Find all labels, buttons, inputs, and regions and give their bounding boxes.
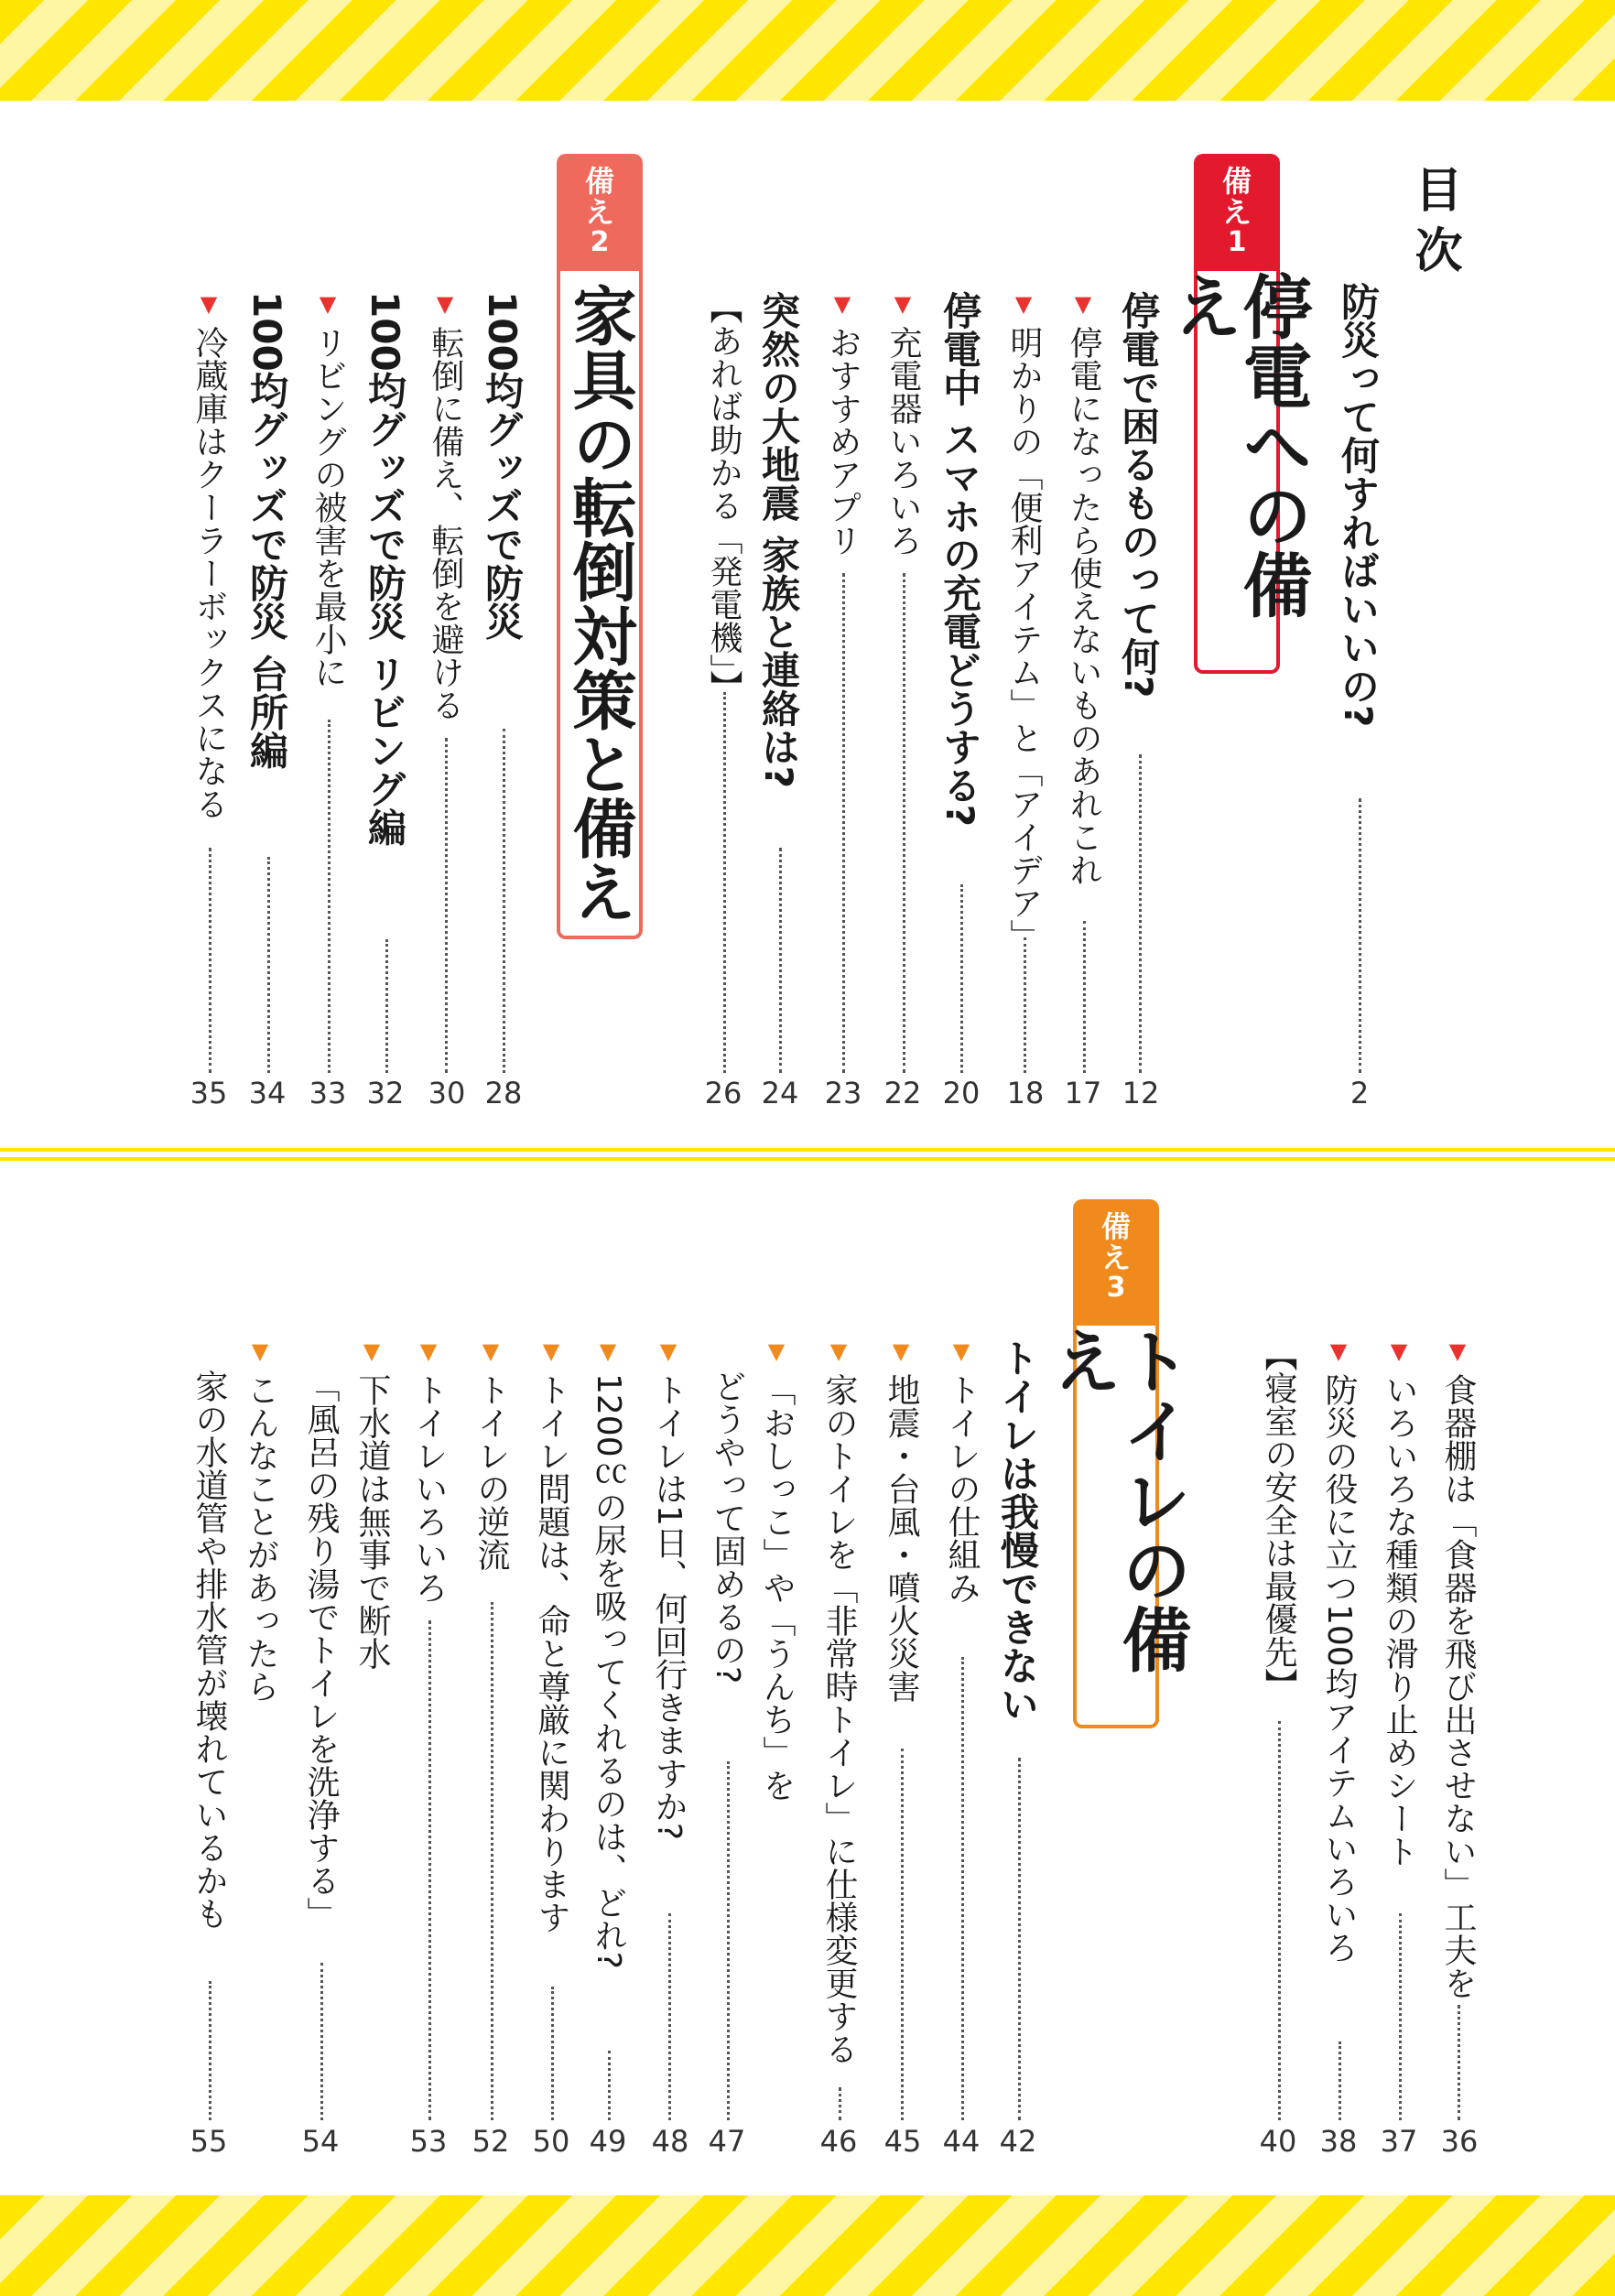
section-title-3: トイレの備え (1073, 1326, 1159, 1728)
toc-entry-continued[interactable]: どうやって固めるの? (709, 1370, 746, 1684)
toc-entry[interactable]: ▼ 停電になったら使えないものあれこれ (1067, 291, 1100, 914)
page-number: 37 (1380, 2124, 1418, 2159)
page-number: 45 (883, 2124, 922, 2159)
toc-entry[interactable]: ▼ トイレの仕組み (945, 1338, 978, 1650)
page-number: 22 (883, 1076, 922, 1110)
toc-entry[interactable]: ▼ 食器棚は「食器を飛び出させない」工夫を (1441, 1338, 1474, 1998)
page-number: 12 (1122, 1076, 1160, 1110)
leader-dots (961, 1657, 964, 2120)
badge-kana: え (1100, 1240, 1131, 1275)
toc-entry[interactable]: ▼ 1200㏄の尿を吸ってくれるのは、どれ? (591, 1338, 624, 2043)
toc-entry[interactable]: 突然の大地震 家族と連絡は? (756, 291, 801, 788)
leader-dots (1018, 1758, 1021, 2120)
page-number: 48 (651, 2124, 689, 2159)
badge-number: 3 (1106, 1272, 1126, 1305)
toc-entry[interactable]: ▼ 転倒に備え、転倒を避ける (428, 291, 461, 731)
toc-entry[interactable]: 100均グッズで防災 台所編 (244, 291, 289, 770)
toc-entry[interactable]: ▼ 充電器いろいろ (886, 291, 919, 566)
toc-entry[interactable]: ▼ 地震・台風・噴火災害 (884, 1338, 917, 1741)
leader-dots (839, 2087, 841, 2120)
leader-dots (503, 729, 505, 1073)
leader-dots (428, 1620, 431, 2120)
page-number: 42 (999, 2124, 1037, 2159)
toc-entry[interactable]: 100均グッズで防災 (480, 291, 525, 641)
page-number: 50 (532, 2124, 570, 2159)
half-divider-line (0, 1157, 1615, 1161)
toc-entry[interactable]: ▼ トイレ問題は、命と尊厳に関わります (535, 1338, 568, 1979)
page-number: 55 (190, 2124, 228, 2159)
leader-dots (901, 1749, 904, 2120)
leader-dots (1359, 798, 1361, 1073)
page-number: 40 (1259, 2124, 1297, 2159)
badge-kana: え (584, 194, 614, 230)
badge-number: 2 (590, 226, 610, 259)
leader-dots (960, 884, 963, 1073)
page-number: 18 (1006, 1076, 1045, 1110)
page-number: 2 (1349, 1076, 1370, 1110)
badge-number: 1 (1227, 226, 1247, 259)
page-number: 23 (824, 1076, 862, 1110)
leader-dots (903, 573, 905, 1073)
page-number: 47 (708, 2124, 746, 2159)
section-badge-3 (1073, 1199, 1159, 1327)
toc-entry[interactable]: ▼ 下水道は無事で断水 (355, 1338, 388, 1686)
leader-dots (1458, 2005, 1460, 2120)
page-number: 53 (409, 2124, 448, 2159)
toc-entry[interactable]: 停電中 スマホの充電どうする? (938, 291, 982, 827)
page-number: 30 (428, 1076, 466, 1110)
toc-entry[interactable]: ▼ リビングの被害を最小に (311, 291, 344, 712)
toc-entry-intro[interactable]: 防災って何すればいいの? (1336, 282, 1381, 728)
toc-entry[interactable]: ▼ いろいろな種類の滑り止めシート (1382, 1338, 1415, 1906)
section-badge-2 (557, 154, 643, 273)
leader-dots (385, 939, 388, 1073)
section-badge-1 (1194, 154, 1280, 273)
leader-dots (842, 573, 845, 1073)
toc-entry-continued[interactable]: 「風呂の残り湯でトイレを洗浄する」 (302, 1370, 340, 1930)
top-stripe-band (0, 0, 1615, 101)
toc-entry[interactable]: 【あれば助かる「発電機」】 (705, 291, 742, 703)
toc-entry[interactable]: ▼ 「おしっこ」や「うんち」を (760, 1338, 793, 1796)
page-number: 36 (1440, 2124, 1479, 2159)
leader-dots (491, 1602, 493, 2120)
leader-dots (328, 720, 331, 1073)
leader-dots (1083, 921, 1086, 1073)
badge-kanji: 備 (1100, 1209, 1131, 1244)
half-divider-line (0, 1148, 1615, 1152)
page-number: 34 (248, 1076, 287, 1110)
toc-entry[interactable]: 100均グッズで防災 リビング編 (363, 291, 407, 847)
page-number: 49 (589, 2124, 627, 2159)
leader-dots (1339, 2041, 1341, 2120)
page-number: 26 (704, 1076, 742, 1110)
toc-entry[interactable]: ▼ トイレの逆流 (474, 1338, 507, 1595)
page-number: 17 (1064, 1076, 1102, 1110)
page-number: 44 (942, 2124, 981, 2159)
page-number: 52 (471, 2124, 510, 2159)
leader-dots (267, 857, 270, 1073)
toc-entry[interactable]: トイレは我慢できない (995, 1338, 1040, 1723)
section-title-2: 家具の転倒対策と備え (557, 271, 643, 939)
leader-dots (1024, 937, 1026, 1073)
toc-entry[interactable]: 【寝室の安全は最優先】 (1260, 1338, 1297, 1701)
toc-entry[interactable]: ▼ こんなことがあったら (244, 1338, 276, 1705)
bottom-stripe-band (0, 2195, 1615, 2296)
badge-kanji: 備 (1221, 164, 1252, 199)
leader-dots (320, 1963, 323, 2120)
page-number: 38 (1319, 2124, 1358, 2159)
leader-dots (727, 1761, 730, 2120)
leader-dots (1399, 1913, 1402, 2120)
page-number: 35 (190, 1076, 228, 1110)
leader-dots (445, 738, 448, 1073)
leader-dots (723, 692, 726, 1073)
toc-entry[interactable]: 停電で困るものって何? (1116, 291, 1161, 699)
toc-entry[interactable]: ▼ 防災の役に立つ100均アイテムいろいろ (1322, 1338, 1355, 2034)
leader-dots (668, 1913, 671, 2120)
toc-entry[interactable]: ▼ 家のトイレを「非常時トイレ」に仕様変更する (822, 1338, 855, 2080)
leader-dots (1139, 754, 1142, 1073)
page-number: 24 (761, 1076, 799, 1110)
leader-dots (1278, 1721, 1281, 2120)
toc-title: 目次 (1406, 165, 1461, 286)
page-number: 28 (484, 1076, 523, 1110)
page-number: 33 (309, 1076, 347, 1110)
toc-entry[interactable]: ▼ 冷蔵庫はクーラーボックスになる (192, 291, 225, 840)
leader-dots (779, 848, 782, 1073)
leader-dots (209, 848, 211, 1073)
page-number: 32 (366, 1076, 405, 1110)
toc-entry[interactable]: ▼ おすすめアプリ (826, 291, 859, 566)
page-number: 46 (819, 2124, 858, 2159)
toc-entry[interactable]: ▼ 明かりの「便利アイテム」と「アイデア」 (1007, 291, 1040, 932)
toc-entry[interactable]: ▼ トイレいろいろ (412, 1338, 445, 1613)
badge-kana: え (1221, 194, 1252, 230)
page-number: 54 (301, 2124, 340, 2159)
leader-dots (209, 1981, 211, 2120)
toc-entry-continued[interactable]: 家の水道管や排水管が壊れているかも (190, 1370, 228, 1930)
badge-kanji: 備 (584, 164, 614, 199)
leader-dots (608, 2051, 611, 2120)
toc-entry[interactable]: ▼ トイレは1日、何回行きますか? (652, 1338, 685, 1906)
section-title-1: 停電への備え (1194, 271, 1280, 674)
page-number: 20 (942, 1076, 981, 1110)
leader-dots (551, 1987, 554, 2120)
